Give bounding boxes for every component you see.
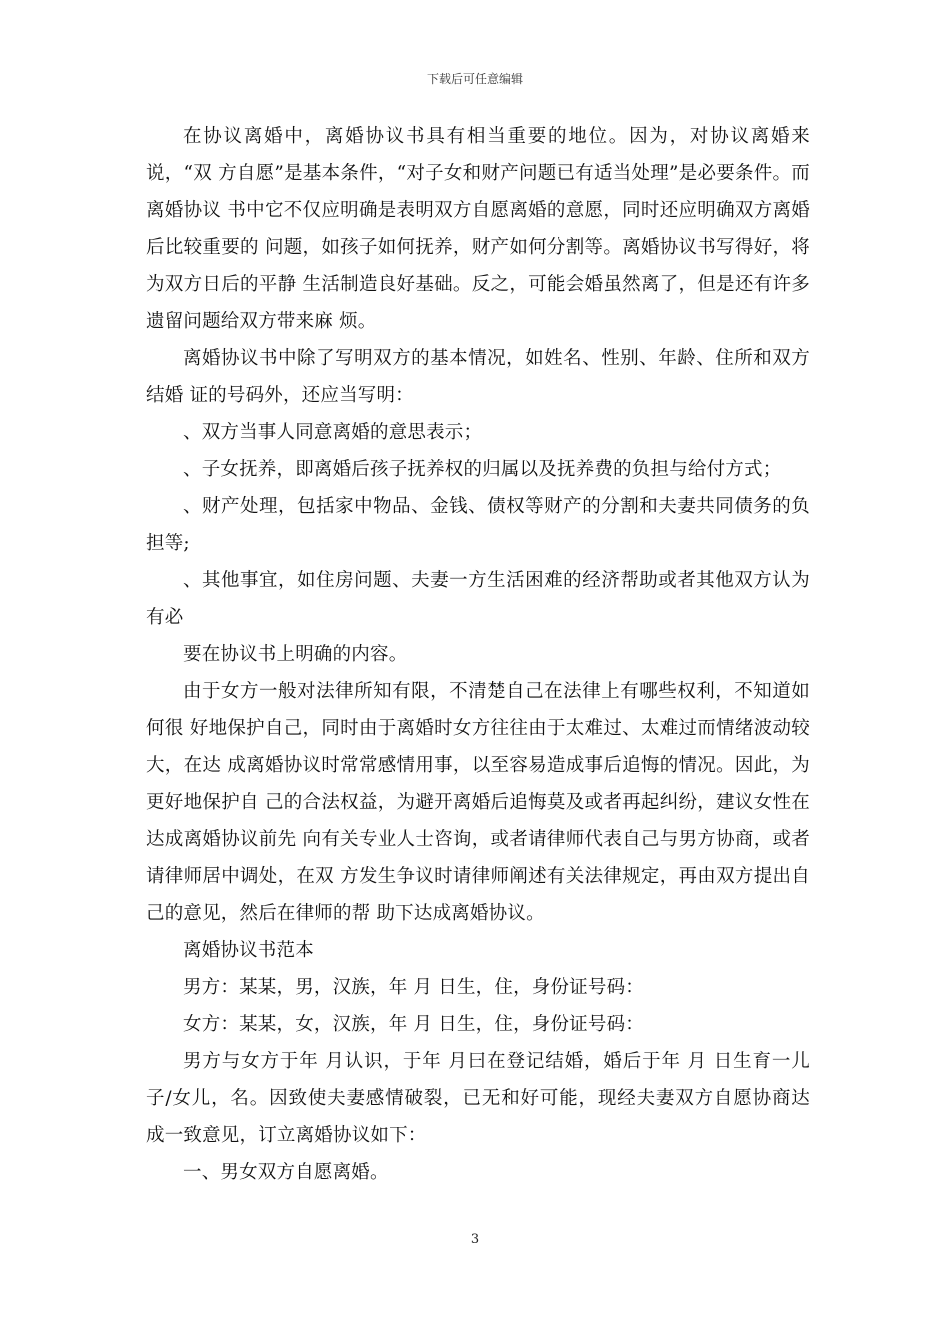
- page-number: 3: [470, 1232, 480, 1247]
- paragraph-advice: 由于女方一般对法律所知有限，不清楚自己在法律上有哪些权利，不知道如何很 好地保护自己，同时由于离婚时女方往往由于太难过、太难过而情绪波动较大，在达 成离婚协议时常常感情用事，以至容易造成事后追悔的情况。因此，为更好地保护自 己的合法权益，为避开离婚后追悔莫及或者再起纠纷，建议女性在达成离婚协议前先 向有关专业人士咨询，或者请律师代表自己与男方协商，或者请律师居中调处，在双 方发生争议时请律师阐述有关法律规定，再由双方提出自己的意见，然后在律师的帮 助下达成离婚协议。: [146, 681, 810, 924]
- document-body: [146, 118, 810, 1191]
- paragraph-requirements: 离婚协议书中除了写明双方的基本情况，如姓名、性别、年龄、住所和双方结婚 证的号码外，还应当写明：: [146, 348, 810, 406]
- party-male: 男方：某某，男，汉族，年 月 日生，住，身份证号码：: [183, 977, 644, 998]
- paragraph-continuation: 要在协议书上明确的内容。: [183, 644, 408, 665]
- list-item-property: 、财产处理，包括家中物品、金钱、债权等财产的分割和夫妻共同债务的负担等;: [146, 496, 810, 554]
- party-female: 女方：某某，女，汉族，年 月 日生，住，身份证号码：: [183, 1014, 644, 1035]
- list-item-child-custody: 、子女抚养，即离婚后孩子抚养权的归属以及抚养费的负担与给付方式；: [183, 459, 782, 480]
- clause-one: 一、男女双方自愿离婚。: [183, 1162, 389, 1183]
- page-header: 下载后可任意编辑: [426, 72, 523, 86]
- paragraph-intro: 在协议离婚中，离婚协议书具有相当重要的地位。因为，对协议离婚来说，“双 方自愿”是基本条件，“对子女和财产问题已有适当处理”是必要条件。而离婚协议 书中它不仅应明确是表明双方自愿离婚的意愿，同时还应明确双方离婚后比较重要的 问题，如孩子如何抚养，财产如何分割等。离婚协议书写得好，将为双方日后的平静 生活制造良好基础。反之，可能会婚虽然离了，但是还有许多遗留问题给双方带来麻 烦。: [146, 126, 810, 332]
- section-title-template: 离婚协议书范本: [183, 940, 314, 961]
- list-item-consent: 、双方当事人同意离婚的意思表示；: [183, 422, 483, 443]
- list-item-other-matters: 、其他事宜，如住房问题、夫妻一方生活困难的经济帮助或者其他双方认为有必: [146, 570, 810, 628]
- paragraph-background: 男方与女方于年 月认识，于年 月曰在登记结婚，婚后于年 月 日生育一儿子/女儿，名。因致使夫妻感情破裂，已无和好可能，现经夫妻双方自愿协商达 成一致意见，订立离婚协议如下：: [146, 1051, 810, 1146]
